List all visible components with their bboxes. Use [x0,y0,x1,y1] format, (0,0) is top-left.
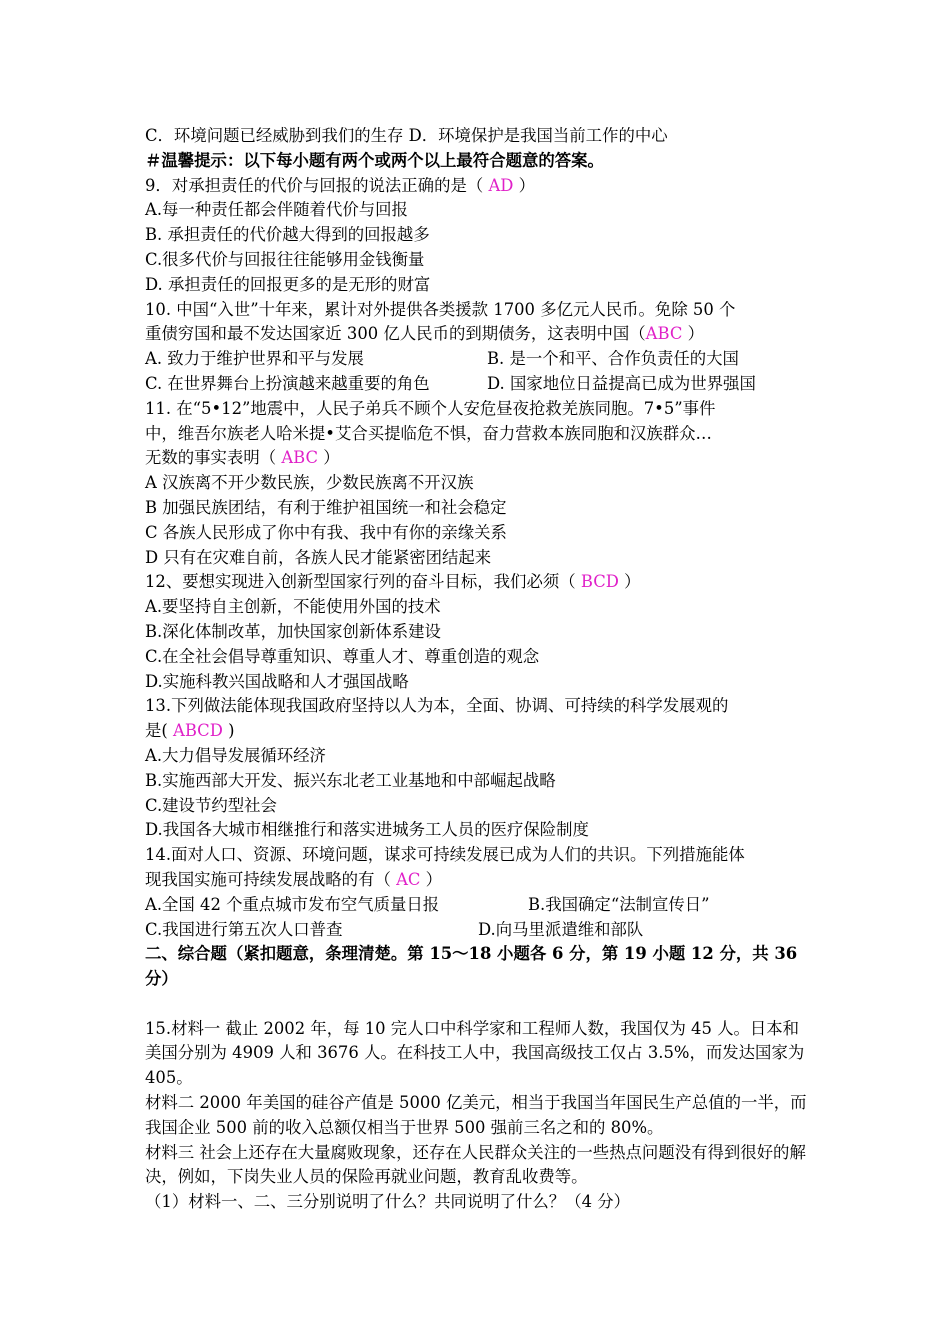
question-15-1: （1）材料一、二、三分别说明了什么？共同说明了什么？（4 分） [145,1192,631,1212]
option-row [145,918,815,943]
question-14-cont: 现我国实施可持续发展战略的有（ AC ） [145,869,443,889]
option: D.我国各大城市相继推行和落实进城务工人员的医疗保险制度 [145,820,589,840]
option: B. 是一个和平、合作负责任的大国 [487,349,739,369]
option: B.我国确定“法制宣传日” [528,894,710,914]
material-2: 材料二 2000 年美国的硅谷产值是 5000 亿美元，相当于我国当年国民生产总值的一半，而我国企业 500 前的收入总额仅相当于世界 500 强前三名之和的 80%。 [145,1093,807,1137]
option: A. 致力于维护世界和平与发展 [145,349,364,369]
option: C.建设节约型社会 [145,795,277,815]
document-page [145,124,815,1215]
answer: ABC [645,324,683,344]
option-row [145,347,815,372]
option: A.大力倡导发展循环经济 [145,745,326,765]
question-10: 10. 中国“入世”十年来，累计对外提供各类援款 1700 多亿元人民币。免除 50 个 [145,299,736,319]
question-11: 11. 在“5•12”地震中，人民子弟兵不顾个人安危昼夜抢救羌族同胞。7•5”事件 [145,398,716,418]
question-10-cont: 重债穷国和最不发达国家近 300 亿人民币的到期债务，这表明中国（ABC ） [145,324,704,344]
answer: ABCD [173,721,223,741]
tip-line: ＃温馨提示：以下每小题有两个或两个以上最符合题意的答案。 [145,150,604,170]
option-row [145,372,815,397]
option: D 只有在灾难自前，各族人民才能紧密团结起来 [145,547,492,567]
option: D. 承担责任的回报更多的是无形的财富 [145,274,431,294]
answer: BCD [580,572,619,592]
option: C 各族人民形成了你中有我、我中有你的亲缘关系 [145,522,507,542]
option: B.深化体制改革，加快国家创新体系建设 [145,621,441,641]
option: A.每一种责任都会伴随着代价与回报 [145,200,408,220]
option: A 汉族离不开少数民族，少数民族离不开汉族 [145,473,474,493]
section-heading: 二、综合题（紧扣题意，条理清楚。第 15～18 小题各 6 分，第 19 小题 12 分，共 36 分） [145,944,798,989]
question-13-cont: 是( ABCD ) [145,721,235,741]
question-14: 14.面对人口、资源、环境问题，谋求可持续发展已成为人们的共识。下列措施能体 [145,845,745,865]
answer: ABC [281,448,319,468]
option: B 加强民族团结，有利于维护祖国统一和社会稳定 [145,497,507,517]
option: A.全国 42 个重点城市发布空气质量日报 [145,894,440,914]
text-line: C．环境问题已经威胁到我们的生存 D．环境保护是我国当前工作的中心 [145,126,668,145]
option: D.向马里派遣维和部队 [478,919,644,939]
material-3: 材料三 社会上还存在大量腐败现象，还存在人民群众关注的一些热点问题没有得到很好的解决，例如，下岗失业人员的保险再就业问题，教育乱收费等。 [145,1142,806,1187]
option: C.我国进行第五次人口普查 [145,919,343,939]
answer: AD [488,175,514,195]
option: D.实施科教兴国战略和人才强国战略 [145,671,409,691]
question-11-cont: 中，维吾尔族老人哈米提•艾合买提临危不惧，奋力营救本族同胞和汉族群众… [145,423,712,443]
answer: AC [396,869,421,889]
question-9: 9．对承担责任的代价与回报的说法正确的是（ AD ） [145,175,536,195]
spacer [145,992,815,1017]
option-row [145,893,815,918]
option: C.很多代价与回报往往能够用金钱衡量 [145,249,425,269]
material-1: 15.材料一 截止 2002 年，每 10 完人口中科学家和工程师人数，我国仅为 45 人。日本和美国分别为 4909 人和 3676 人。在科技工人中，我国高级技工仅占 3.5%，而发达国家为 405。 [145,1018,805,1088]
question-13: 13.下列做法能体现我国政府坚持以人为本，全面、协调、可持续的科学发展观的 [145,696,729,716]
option: A.要坚持自主创新，不能使用外国的技术 [145,597,441,617]
option: C.在全社会倡导尊重知识、尊重人才、尊重创造的观念 [145,646,540,666]
option: C. 在世界舞台上扮演越来越重要的角色 [145,373,430,393]
question-12: 12、要想实现进入创新型国家行列的奋斗目标，我们必须（ BCD ） [145,572,641,592]
option: B. 承担责任的代价越大得到的回报越多 [145,225,430,245]
option: B.实施西部大开发、振兴东北老工业基地和中部崛起战略 [145,770,556,790]
option: D. 国家地位日益提高已成为世界强国 [487,373,756,393]
question-11-cont: 无数的事实表明（ ABC ） [145,448,340,468]
